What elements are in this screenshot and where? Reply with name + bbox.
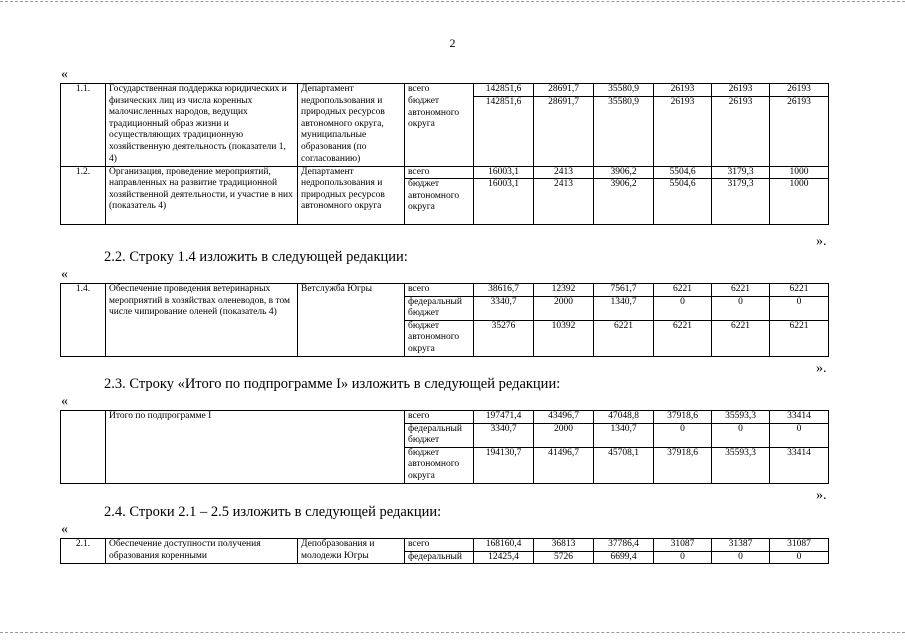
value-cell: 3179,3 [712, 179, 770, 225]
value-cell: 16003,1 [474, 179, 534, 225]
measure-name: Обеспечение доступности получения образования коренными [106, 539, 298, 564]
source-label: всего [405, 539, 474, 552]
source-label: федеральный [405, 551, 474, 564]
value-cell: 5726 [534, 551, 594, 564]
value-cell: 0 [712, 423, 770, 447]
value-cell: 12392 [534, 284, 594, 297]
row-number: 2.1. [61, 539, 106, 564]
table-row-2-1 [60, 538, 829, 564]
value-cell: 5504,6 [654, 179, 712, 225]
value-cell: 2413 [534, 179, 594, 225]
value-cell: 26193 [770, 96, 829, 166]
measure-name: Организация, проведение мероприятий, направленных на развитие традиционной хозяйственной деятельности, и участие в них (показатель 4) [106, 166, 298, 225]
row-number: 1.4. [61, 284, 106, 357]
value-cell: 0 [712, 296, 770, 320]
source-label: всего [405, 84, 474, 97]
value-cell: 38616,7 [474, 284, 534, 297]
source-label: бюджет автономного округа [405, 320, 474, 356]
value-cell: 6221 [654, 320, 712, 356]
page-bottom-edge [0, 632, 905, 633]
table-rows-1-1-1-2 [60, 83, 829, 225]
value-cell: 142851,6 [474, 96, 534, 166]
closing-quote: ». [816, 361, 827, 376]
table-row [61, 539, 829, 552]
value-cell: 45708,1 [594, 447, 654, 483]
table-row [61, 284, 829, 297]
value-cell: 37918,6 [654, 447, 712, 483]
table-row [61, 411, 829, 424]
value-cell: 5504,6 [654, 166, 712, 179]
value-cell: 0 [654, 296, 712, 320]
value-cell: 6221 [712, 284, 770, 297]
value-cell: 3906,2 [594, 179, 654, 225]
value-cell: 26193 [712, 96, 770, 166]
section-heading-2-3: 2.3. Строку «Итого по подпрограмме I» изложить в следующей редакции: [104, 376, 561, 392]
value-cell: 6221 [770, 284, 829, 297]
section-heading-2-4: 2.4. Строки 2.1 – 2.5 изложить в следующей редакции: [104, 504, 442, 520]
value-cell: 168160,4 [474, 539, 534, 552]
value-cell: 194130,7 [474, 447, 534, 483]
closing-quote: ». [816, 234, 827, 249]
value-cell: 1000 [770, 166, 829, 179]
value-cell: 0 [654, 423, 712, 447]
executor: Департамент недропользования и природных ресурсов автономного округа [298, 166, 405, 225]
value-cell: 6221 [770, 320, 829, 356]
value-cell: 35580,9 [594, 84, 654, 97]
executor: Ветслужба Югры [298, 284, 405, 357]
value-cell: 142851,6 [474, 84, 534, 97]
value-cell: 43496,7 [534, 411, 594, 424]
value-cell: 2000 [534, 296, 594, 320]
value-cell: 36813 [534, 539, 594, 552]
value-cell: 47048,8 [594, 411, 654, 424]
value-cell: 26193 [654, 84, 712, 97]
source-label: всего [405, 166, 474, 179]
table-row-1-4 [60, 283, 829, 357]
source-label: бюджет автономного округа [405, 96, 474, 166]
value-cell: 35593,3 [712, 447, 770, 483]
executor: Департамент недропользования и природных ресурсов автономного округа, муниципальные образования (по согласованию) [298, 84, 405, 167]
value-cell: 3906,2 [594, 166, 654, 179]
value-cell: 35580,9 [594, 96, 654, 166]
opening-quote: « [61, 67, 68, 82]
source-label: федеральный бюджет [405, 296, 474, 320]
value-cell: 35593,3 [712, 411, 770, 424]
value-cell: 33414 [770, 447, 829, 483]
value-cell: 0 [770, 551, 829, 564]
opening-quote: « [61, 267, 68, 282]
value-cell: 26193 [654, 96, 712, 166]
value-cell: 16003,1 [474, 166, 534, 179]
value-cell: 0 [712, 551, 770, 564]
value-cell: 2000 [534, 423, 594, 447]
value-cell: 1340,7 [594, 296, 654, 320]
value-cell: 2413 [534, 166, 594, 179]
opening-quote: « [61, 394, 68, 409]
measure-name: Государственная поддержка юридических и физических лиц из числа коренных малочисленных народов, ведущих традиционный образ жизни и осуществляющих традиционную хозяйственную деятельность (показатели 1, 4) [106, 84, 298, 167]
value-cell: 6221 [594, 320, 654, 356]
value-cell: 37918,6 [654, 411, 712, 424]
value-cell: 31387 [712, 539, 770, 552]
value-cell: 1340,7 [594, 423, 654, 447]
source-label: бюджет автономного округа [405, 447, 474, 483]
page-number: 2 [449, 36, 456, 50]
value-cell: 197471,4 [474, 411, 534, 424]
value-cell: 3179,3 [712, 166, 770, 179]
value-cell: 26193 [770, 84, 829, 97]
value-cell: 6221 [712, 320, 770, 356]
total-label: Итого по подпрограмме I [106, 411, 405, 484]
value-cell: 6221 [654, 284, 712, 297]
value-cell: 41496,7 [534, 447, 594, 483]
page-top-edge [0, 1, 905, 2]
value-cell: 35276 [474, 320, 534, 356]
opening-quote: « [61, 522, 68, 537]
value-cell: 37786,4 [594, 539, 654, 552]
value-cell: 3340,7 [474, 423, 534, 447]
value-cell: 28691,7 [534, 96, 594, 166]
executor: Депобразования и молодежи Югры [298, 539, 405, 564]
table-row [61, 166, 829, 179]
value-cell: 3340,7 [474, 296, 534, 320]
table-row [61, 84, 829, 97]
value-cell: 10392 [534, 320, 594, 356]
measure-name: Обеспечение проведения ветеринарных мероприятий в хозяйствах оленеводов, в том числе чипирование оленей (показатель 4) [106, 284, 298, 357]
value-cell: 26193 [712, 84, 770, 97]
row-number [61, 411, 106, 484]
value-cell: 0 [770, 296, 829, 320]
source-label: федеральный бюджет [405, 423, 474, 447]
value-cell: 1000 [770, 179, 829, 225]
value-cell: 28691,7 [534, 84, 594, 97]
row-number: 1.1. [61, 84, 106, 167]
section-heading-2-2: 2.2. Строку 1.4 изложить в следующей редакции: [104, 249, 408, 265]
closing-quote: ». [816, 488, 827, 503]
value-cell: 31087 [654, 539, 712, 552]
source-label: всего [405, 284, 474, 297]
source-label: бюджет автономного округа [405, 179, 474, 225]
value-cell: 33414 [770, 411, 829, 424]
value-cell: 7561,7 [594, 284, 654, 297]
value-cell: 0 [770, 423, 829, 447]
value-cell: 6699,4 [594, 551, 654, 564]
source-label: всего [405, 411, 474, 424]
table-total-subprogram-1 [60, 410, 829, 484]
row-number: 1.2. [61, 166, 106, 225]
value-cell: 0 [654, 551, 712, 564]
value-cell: 12425,4 [474, 551, 534, 564]
value-cell: 31087 [770, 539, 829, 552]
